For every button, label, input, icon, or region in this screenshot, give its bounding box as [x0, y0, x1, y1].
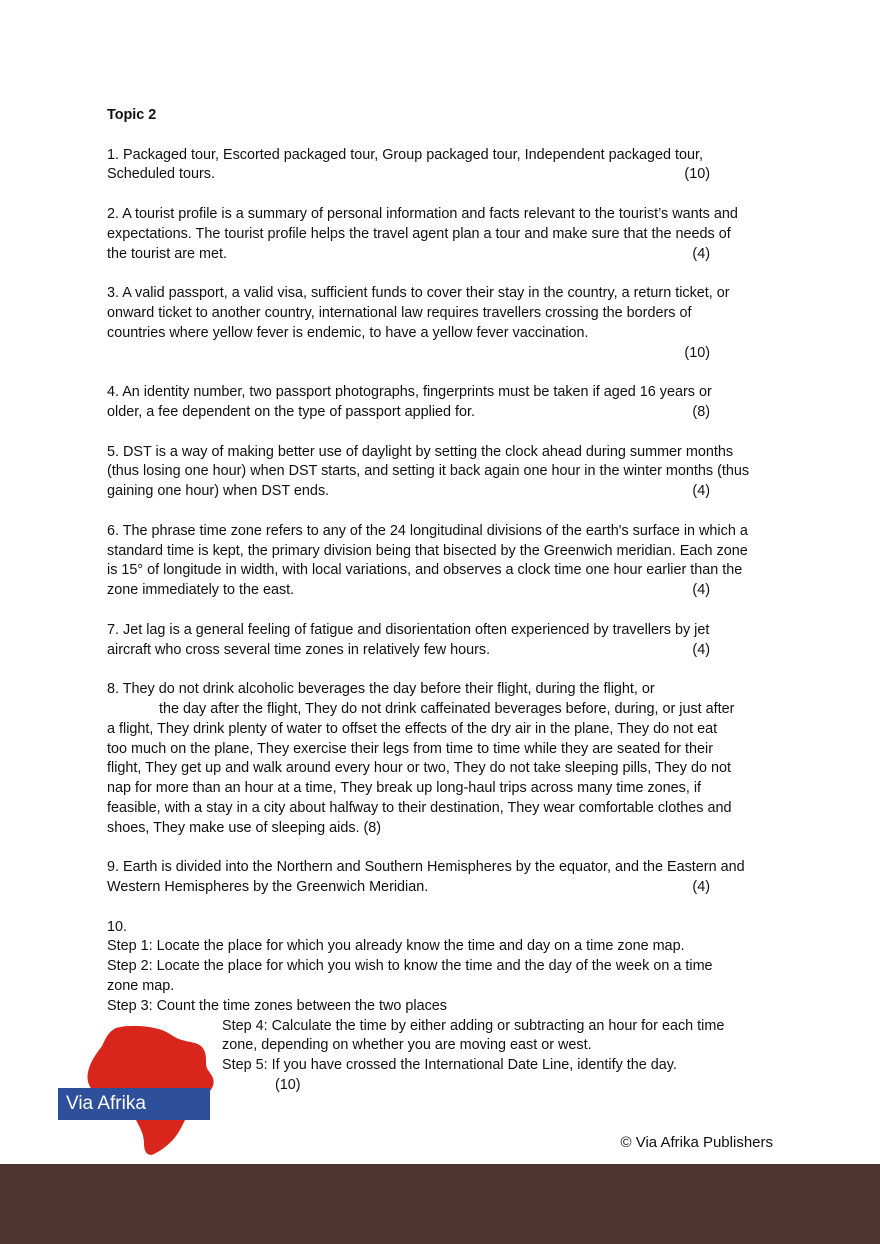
mark: (8) — [692, 403, 710, 420]
answer-6 — [107, 522, 777, 601]
mark: (4) — [692, 483, 710, 500]
topic-heading: Topic 2 — [107, 107, 157, 123]
step-5: Step 5: If you have crossed the International Date Line, identify the day. — [222, 1057, 677, 1074]
answer-line: flight, They get up and walk around every hour or two, They do not take sleeping pills, They do not — [107, 760, 731, 777]
answer-line: shoes, They make use of sleeping aids. (8) — [107, 819, 382, 836]
answer-line: feasible, with a stay in a city about halfway to their destination, They wear comfortable clothes and — [107, 799, 732, 816]
via-afrika-logo — [58, 1024, 218, 1159]
answer-2 — [107, 205, 777, 264]
mark: (4) — [692, 641, 710, 658]
answer-line: 7. Jet lag is a general feeling of fatigue and disorientation often experienced by travellers by jet — [107, 621, 710, 638]
answer-line: nap for more than an hour at a time, They break up long-haul trips across many time zones, if — [107, 780, 702, 797]
answer-1 — [107, 146, 777, 186]
answer-line: expectations. The tourist profile helps the travel agent plan a tour and make sure that the needs of — [107, 225, 731, 242]
answer-7 — [107, 621, 777, 661]
answer-line: Scheduled tours. — [107, 166, 216, 183]
answer-line: 1. Packaged tour, Escorted packaged tour, Group packaged tour, Independent packaged tour, — [107, 146, 704, 163]
answer-line: countries where yellow fever is endemic, to have a yellow fever vaccination. — [107, 324, 589, 341]
answer-5 — [107, 443, 777, 502]
answer-line: is 15° of longitude in width, with local variations, and observes a clock time one hour earlier than the — [107, 562, 743, 579]
answer-8 — [107, 680, 777, 838]
mark: (10) — [684, 166, 710, 183]
answer-line: zone immediately to the east. — [107, 582, 295, 599]
copyright-notice: © Via Afrika Publishers — [620, 1134, 773, 1151]
answer-number: 10. — [107, 918, 128, 935]
answer-line: Western Hemispheres by the Greenwich Meridian. — [107, 879, 429, 896]
step-4-cont: zone, depending on whether you are moving east or west. — [222, 1037, 592, 1054]
answer-line: 3. A valid passport, a valid visa, sufficient funds to cover their stay in the country, a return ticket, or — [107, 285, 730, 302]
answer-3 — [107, 284, 777, 363]
mark: (4) — [692, 245, 710, 262]
answer-4 — [107, 383, 777, 423]
answer-line: the tourist are met. — [107, 245, 227, 262]
answer-line: 5. DST is a way of making better use of daylight by setting the clock ahead during summer months — [107, 443, 734, 460]
answer-line: a flight, They drink plenty of water to offset the effects of the dry air in the plane, They do not eat — [107, 720, 718, 737]
logo-text: Via Afrika — [66, 1093, 146, 1114]
step-1: Step 1: Locate the place for which you already know the time and day on a time zone map. — [107, 938, 685, 955]
mark: (10) — [275, 1077, 301, 1094]
answer-line: onward ticket to another country, international law requires travellers crossing the borders of — [107, 304, 692, 321]
mark: (4) — [692, 879, 710, 896]
answer-line: (thus losing one hour) when DST starts, and setting it back again one hour in the winter months (thus — [107, 463, 750, 480]
answer-content — [107, 106, 777, 1116]
step-2-cont: zone map. — [107, 978, 175, 995]
answer-line: gaining one hour) when DST ends. — [107, 483, 330, 500]
answer-line: standard time is kept, the primary division being that bisected by the Greenwich meridian. Each zone — [107, 542, 748, 559]
answer-line: 2. A tourist profile is a summary of personal information and facts relevant to the tourist’s wants and — [107, 205, 738, 222]
answer-9 — [107, 858, 777, 898]
answer-line: 4. An identity number, two passport photographs, fingerprints must be taken if aged 16 years or — [107, 384, 712, 401]
footer-band — [0, 1164, 880, 1244]
answer-line: 9. Earth is divided into the Northern and Southern Hemispheres by the equator, and the Eastern and — [107, 859, 745, 876]
step-3: Step 3: Count the time zones between the two places — [107, 997, 447, 1014]
step-2: Step 2: Locate the place for which you wish to know the time and the day of the week on a time — [107, 958, 713, 975]
step-4: Step 4: Calculate the time by either adding or subtracting an hour for each time — [222, 1017, 725, 1034]
answer-line: 6. The phrase time zone refers to any of the 24 longitudinal divisions of the earth's surface in which a — [107, 522, 748, 539]
answer-line: aircraft who cross several time zones in relatively few hours. — [107, 641, 491, 658]
answer-line: too much on the plane, They exercise their legs from time to time while they are seated for their — [107, 740, 714, 757]
answer-line: 8. They do not drink alcoholic beverages the day before their flight, during the flight, or — [107, 681, 655, 698]
mark: (10) — [684, 344, 710, 361]
answer-line: the day after the flight, They do not drink caffeinated beverages before, during, or just after — [159, 700, 735, 717]
mark: (4) — [692, 582, 710, 599]
answer-line: older, a fee dependent on the type of passport applied for. — [107, 403, 476, 420]
